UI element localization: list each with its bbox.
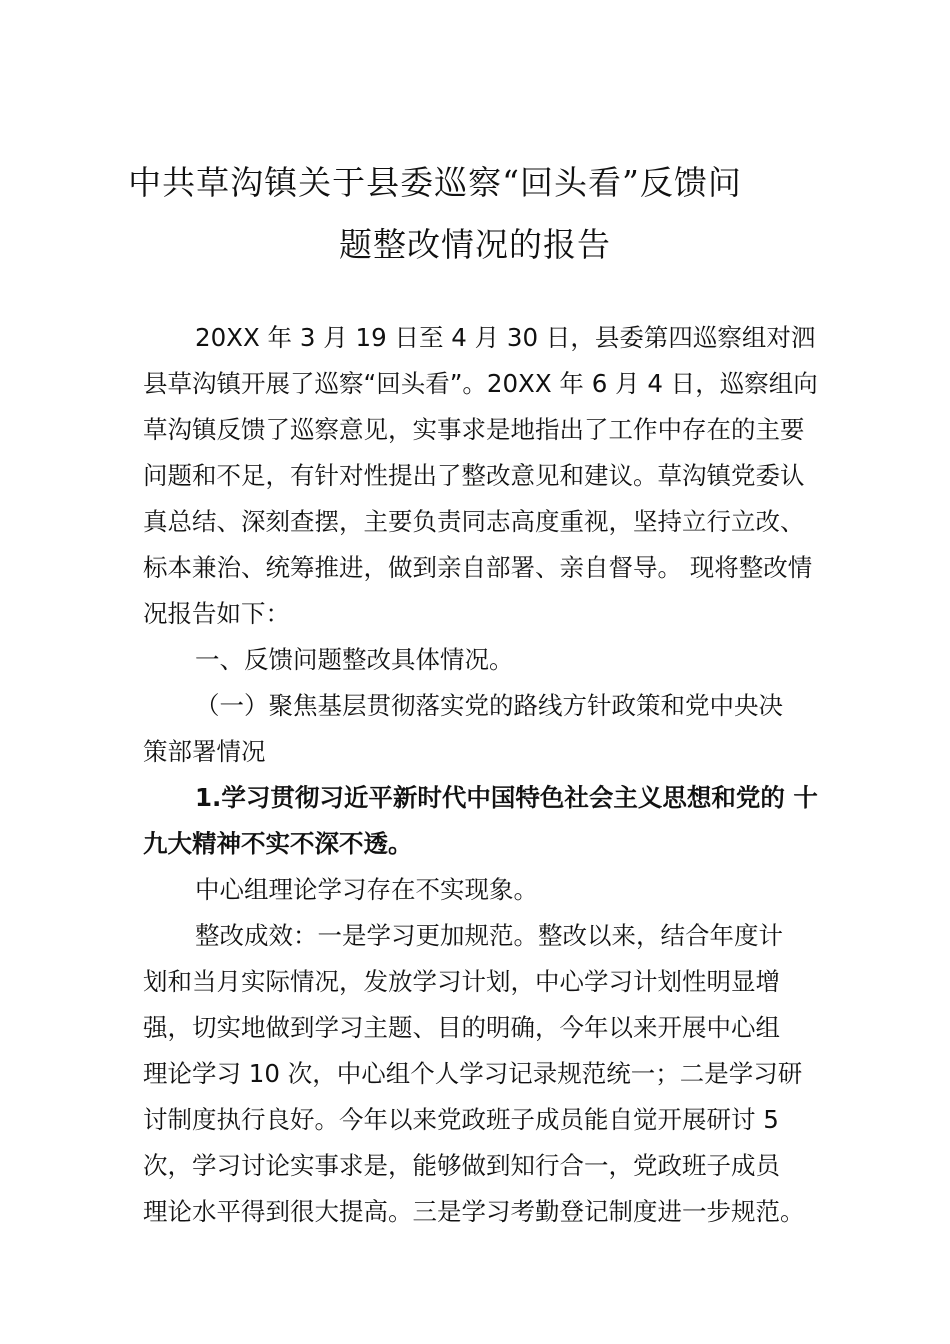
paragraph-line: 问题和不足，有针对性提出了整改意见和建议。草沟镇党委认 <box>143 461 805 490</box>
document-title-line-1: 中共草沟镇关于县委巡察“回头看”反馈问 <box>128 163 742 202</box>
paragraph-line: 理论水平得到很大提高。三是学习考勤登记制度进一步规范。 <box>143 1197 805 1226</box>
document-title-line-2: 题整改情况的报告 <box>339 225 611 264</box>
paragraph-line: 中心组理论学习存在不实现象。 <box>195 875 538 904</box>
paragraph-line: 20XX 年 3 月 19 日至 4 月 30 日，县委第四巡察组对泗 <box>195 323 816 352</box>
paragraph-line: 强，切实地做到学习主题、目的明确，今年以来开展中心组 <box>143 1013 780 1042</box>
subsection-heading: （一）聚焦基层贯彻落实党的路线方针政策和党中央决 <box>195 691 783 720</box>
paragraph-line: 理论学习 10 次，中心组个人学习记录规范统一；二是学习研 <box>143 1059 803 1088</box>
paragraph-line: 划和当月实际情况，发放学习计划，中心学习计划性明显增 <box>143 967 780 996</box>
paragraph-line: 整改成效：一是学习更加规范。整改以来，结合年度计 <box>195 921 783 950</box>
paragraph-line: 县草沟镇开展了巡察“回头看”。20XX 年 6 月 4 日，巡察组向 <box>143 369 818 398</box>
paragraph-line: 况报告如下： <box>143 599 290 628</box>
item-heading: 九大精神不实不深不透。 <box>143 829 413 858</box>
subsection-heading: 策部署情况 <box>143 737 266 766</box>
paragraph-line: 草沟镇反馈了巡察意见，实事求是地指出了工作中存在的主要 <box>143 415 805 444</box>
section-heading: 一、反馈问题整改具体情况。 <box>195 645 514 674</box>
paragraph-line: 标本兼治、统筹推进，做到亲自部署、亲自督导。 现将整改情 <box>143 553 813 582</box>
paragraph-line: 次，学习讨论实事求是，能够做到知行合一，党政班子成员 <box>143 1151 780 1180</box>
item-heading: 1.学习贯彻习近平新时代中国特色社会主义思想和党的 十 <box>195 783 818 812</box>
paragraph-line: 讨制度执行良好。今年以来党政班子成员能自觉开展研讨 5 <box>143 1105 779 1134</box>
paragraph-line: 真总结、深刻查摆，主要负责同志高度重视，坚持立行立改、 <box>143 507 805 536</box>
